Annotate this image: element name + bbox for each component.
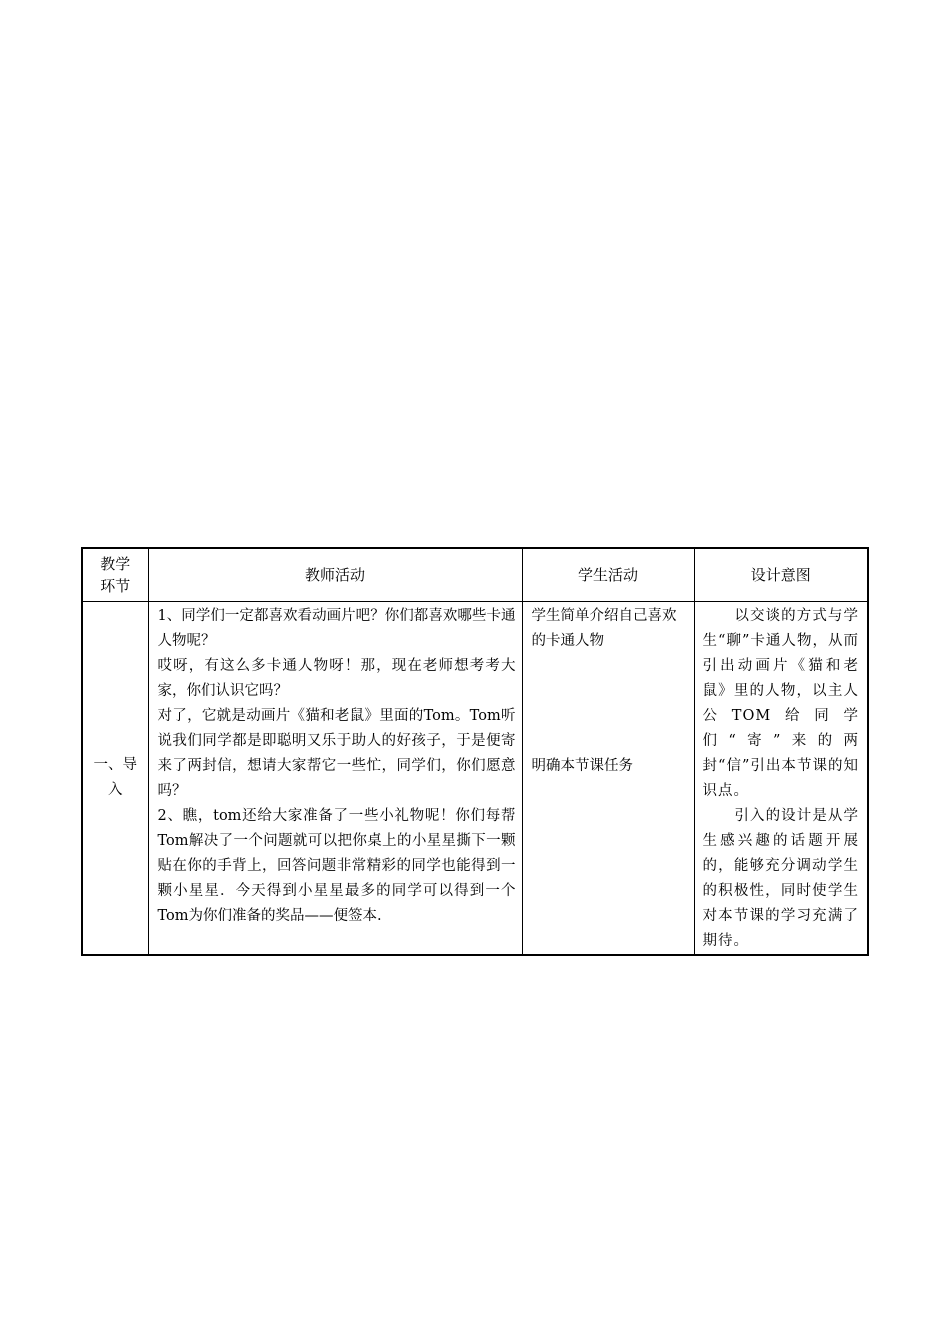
intent-paragraph: 以交谈的方式与学生“聊”卡通人物，从而引出动画片《猫和老鼠》里的人物，以主人公TOM给同学们“寄”来的两封“信”引出本节课的知识点。 bbox=[702, 608, 859, 799]
design-intent-cell bbox=[694, 602, 868, 956]
header-teacher-activity: 教师活动 bbox=[148, 548, 522, 602]
student-activity-cell bbox=[522, 602, 694, 956]
spacer bbox=[532, 654, 688, 754]
table-header-row bbox=[82, 548, 868, 602]
header-student-activity: 学生活动 bbox=[522, 548, 694, 602]
table-row bbox=[82, 602, 868, 956]
stage-cell bbox=[82, 602, 148, 956]
header-stage bbox=[82, 548, 148, 602]
header-stage-line1: 教学 bbox=[100, 555, 131, 573]
teacher-paragraph: 2、瞧，tom还给大家准备了一些小礼物呢！你们每帮Tom解决了一个问题就可以把你桌上的小星星撕下一颗贴在你的手背上，回答问题非常精彩的同学也能得到一颗小星星．今天得到小星星最多的同学可以得到一个Tom为你们准备的奖品——便签本. bbox=[157, 808, 516, 924]
student-activity-text: 学生简单介绍自己喜欢的卡通人物 bbox=[531, 608, 677, 649]
teacher-paragraph: 哎呀，有这么多卡通人物呀！那，现在老师想考考大家，你们认识它吗？ bbox=[157, 658, 516, 699]
student-activity-text: 明确本节课任务 bbox=[531, 758, 633, 774]
header-design-intent: 设计意图 bbox=[694, 548, 868, 602]
header-stage-line2: 环节 bbox=[100, 577, 131, 595]
stage-label-line1: 一、导 bbox=[93, 757, 137, 773]
lesson-plan-table bbox=[81, 547, 869, 956]
teacher-activity-cell bbox=[148, 602, 522, 956]
teacher-paragraph: 对了，它就是动画片《猫和老鼠》里面的Tom。Tom听说我们同学都是即聪明又乐于助人的好孩子，于是便寄来了两封信，想请大家帮它一些忙，同学们，你们愿意吗？ bbox=[157, 708, 516, 799]
stage-label-line2: 入 bbox=[108, 782, 123, 798]
teacher-paragraph: 1、同学们一定都喜欢看动画片吧？你们都喜欢哪些卡通人物呢？ bbox=[157, 608, 516, 649]
intent-paragraph: 引入的设计是从学生感兴趣的话题开展的，能够充分调动学生的积极性，同时使学生对本节课的学习充满了期待。 bbox=[702, 808, 859, 949]
